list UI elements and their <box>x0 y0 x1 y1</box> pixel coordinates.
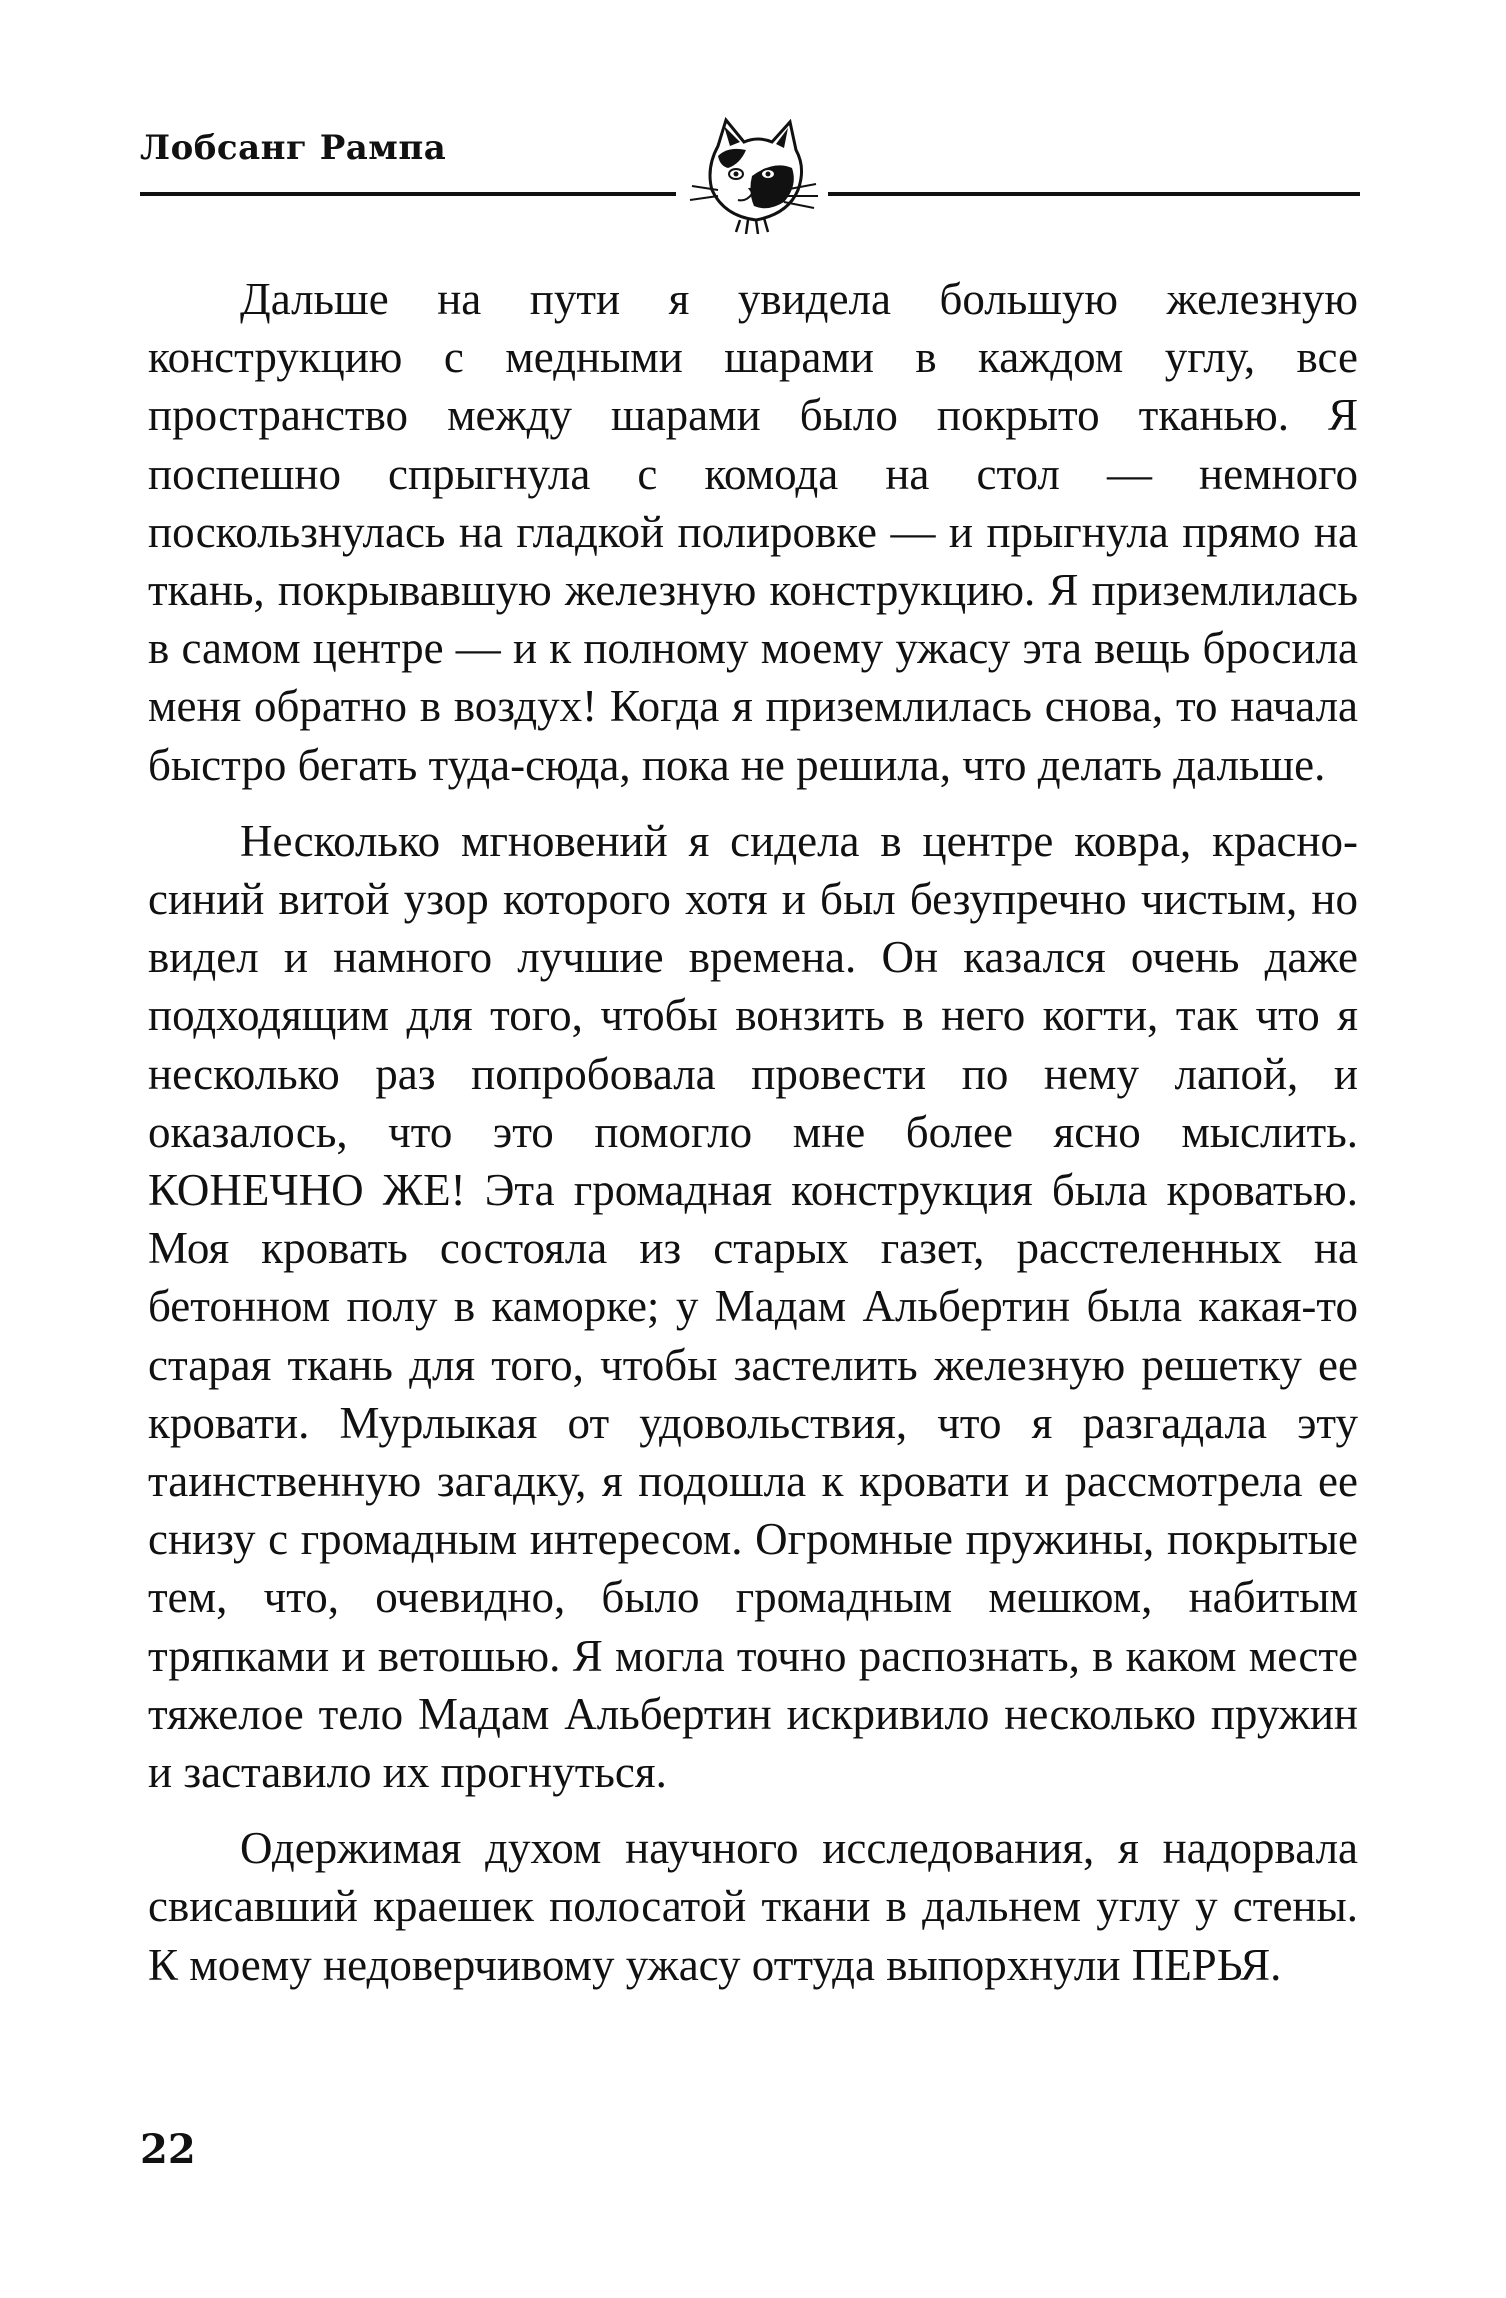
paragraph-2: Несколько мгновений я сидела в центре ковра, красно-синий витой узор которого хотя и был безупречно чистым, но видел и намного лучшие времена. Он казался очень даже подходящим для того, чтобы вонзить в него когти, так что я несколько раз попробовала провести по нему лапой, и оказалось, что это помогло мне более ясно мыслить. КОНЕЧНО ЖЕ! Эта громадная конструкция была кроватью. Моя кровать состояла из старых газет, расстеленных на бетонном полу в каморке; у Мадам Альбертин была какая-то старая ткань для того, чтобы застелить железную решетку ее кровати. Мурлыкая от удовольствия, что я разгадала эту таинственную загадку, я подошла к кровати и рассмотрела ее снизу с громадным интересом. Огромные пружины, покрытые тем, что, очевидно, было громадным мешком, набитым тряпками и ветошью. Я могла точно распознать, в каком месте тяжелое тело Мадам Альбертин искривило несколько пружин и заставило их прогнуться. <box>148 815 1358 1798</box>
running-header <box>140 120 1360 240</box>
author-name: Лобсанг Рампа <box>140 128 447 168</box>
body-text <box>148 270 1358 1994</box>
header-rule-left <box>140 192 676 196</box>
paragraph-1: Дальше на пути я увидела большую железную конструкцию с медными шарами в каждом углу, все пространство между шарами было покрыто тканью. Я поспешно спрыгнула с комода на стол — немного поскользнулась на гладкой полировке — и прыгнула прямо на ткань, покрывавшую железную конструкцию. Я приземлилась в самом центре — и к полному моему ужасу эта вещь бросила меня обратно в воздух! Когда я приземлилась снова, то начала быстро бегать туда-сюда, пока не решила, что делать дальше. <box>148 274 1358 790</box>
page-number: 22 <box>140 2126 196 2173</box>
header-rule-right <box>828 192 1360 196</box>
paragraph-3: Одержимая духом научного исследования, я надорвала свисавший краешек полосатой ткани в дальнем углу у стены. К моему недоверчивому ужасу оттуда выпорхнули ПЕРЬЯ. <box>148 1823 1358 1990</box>
cat-head-icon <box>688 116 822 234</box>
